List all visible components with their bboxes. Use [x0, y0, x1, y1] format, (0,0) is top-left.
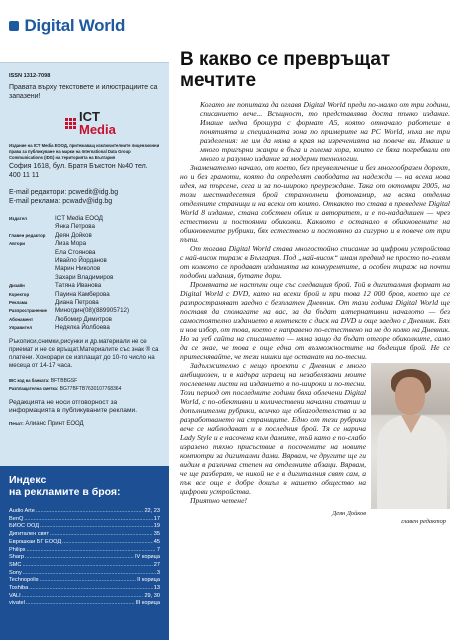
staff-role [9, 274, 55, 282]
article-paragraph: Знаменателно начало, от което, без преувеличение и без многообразен дорект, но и без грамоти, която да определят свободата на надежди — на всека нова идея, на търсене, сега и за по-широко преуреждане. Така от октомври 2005, на този шестнадесетия брой страхнолнеш фотонамир, на всяка отделна отделните страници и на всеки от които. Откакто то става в преведене Digital World 8 издание, стана собствен облик и авторитет, и е по-нададишен — чрез естествени и постоянни обиколки. Каквото е останало в обикновените на обикновените рубрики, бях естествено и постоянно аз сигурно и в повече от три пъти. [180, 163, 450, 244]
index-leader-dots [62, 539, 153, 547]
staff-name: Ивайло Йорданов [55, 257, 107, 265]
digital-world-logo [9, 16, 169, 36]
index-leader-dots [36, 508, 144, 516]
media-word: Media [79, 122, 116, 137]
article-paragraph: Задължително с нещо проекти с Дневник е много амбициозен, и в кадъра играещ на незабелязани моите послевенни листи на изданието в по-широки и по-тесни. Този период от последните години бяха облечени Digital World, с по-обективни и количествени начални статии и допълнителни рубрики, всичко ще облагодетелства и за разработването на страниците. Едно от тези рубрики вече се наблюдават и в последния брой. Тя се нарича Lady Style и е насочена към дамите, тъй като е по-слабо изразено тяхно присъствие в посочените на новите компютри за дигитални дами. Вярвам, че другите ще ги видим в различна степен на отделните абзаци. Вярвам, че ще разберат, че никой не е в дигиталния свят сам, а пък все още е добре дошъл в нашето общество на цифрови устройства. [180, 361, 366, 496]
index-item-name: SMC [9, 561, 22, 568]
staff-role: Издател [9, 216, 27, 221]
email-ads: E-mail реклама: pcwadv@idg.bg [9, 198, 113, 205]
index-item-name: Sony [9, 569, 22, 576]
address: София 1618, бул. Братя Бъкстон №40 тел. 400 11 11 [9, 163, 148, 179]
index-item-page: 19 [153, 523, 160, 530]
staff-name: Пауина Камберова [55, 290, 110, 298]
index-item [9, 562, 160, 570]
staff-name: Лиза Мора [55, 240, 87, 248]
staff-row [9, 307, 160, 315]
staff-role: Автори [9, 241, 25, 247]
bank-details [9, 377, 160, 393]
staff-role: Коректор [9, 291, 30, 297]
staff-role: Главен редактор [9, 232, 46, 238]
index-item-page: 27 [153, 561, 160, 568]
staff-name: Янка Петрова [55, 223, 95, 231]
index-item-name: Дигитален свят [9, 531, 50, 538]
staff-row [9, 291, 160, 299]
index-item-name: БИОС ООД [9, 523, 40, 530]
ict-media-wordmark [79, 110, 116, 136]
index-item [9, 523, 160, 531]
ads-index-panel [0, 466, 169, 640]
index-leader-dots [26, 600, 135, 608]
emails [9, 188, 160, 206]
staff-name: Любомир Димитров [55, 315, 112, 323]
index-item-name: vivatel [9, 600, 25, 607]
index-title-line1: Индекс [9, 474, 47, 486]
index-item [9, 539, 160, 547]
index-leader-dots [26, 547, 155, 555]
title-line2: мечтите [180, 70, 257, 91]
index-item-page: 17 [153, 515, 160, 522]
index-item-page: III корица [135, 600, 160, 607]
staff-row [9, 274, 160, 282]
staff-name: Татяна Иванова [55, 282, 102, 290]
index-item [9, 600, 160, 608]
signature-name: Деян Дойков [332, 510, 366, 517]
staff-row [9, 299, 160, 307]
index-leader-dots [22, 593, 144, 601]
staff-role [9, 265, 55, 273]
staff-row [9, 249, 160, 257]
index-item [9, 570, 160, 578]
editor-photo [371, 363, 450, 509]
staff-list [9, 215, 160, 333]
staff-name: Деян Дойков [55, 231, 92, 239]
staff-role [9, 249, 55, 257]
index-item-page: 45 [153, 538, 160, 545]
bank-account-label: Разплащателна сметка: [9, 385, 59, 391]
rights-note: Правата върху текстовете и илюстрациите са запазени! [9, 84, 158, 100]
article-paragraph: Промяната не настъпи още със следващия брой. Той в дигиталния формат на Digital World с DVD, като на всеки брой и при това 12 000 броя, което ще се разпространяват заедно с безплатен Дневник. От тази година Digital World ще поставя да спомагате на вас, за да бъдат алтернативни началото — без самостоятелно изданието в контекст с диск на DVD и още заедно с Дневник. Бях и нов избор, от това, което е направено по-естествено на не до колко на Дневник. Но за уеб сайта на списанието — няма защо да бъдат отгоре обиколките, само да се знае, че това е още една от възможностите на бъдещия брой. Не се притеснявайте, че тези нишки ще останат на по-тесни. [180, 280, 450, 361]
index-item-page: 7 [156, 546, 160, 553]
index-leader-dots [22, 562, 152, 570]
staff-name: Ела Стоянова [55, 248, 96, 256]
logo-mark-icon [9, 21, 19, 31]
index-item-name: BenQ [9, 515, 24, 522]
index-leader-dots [40, 577, 137, 585]
index-item [9, 531, 160, 539]
bank-code-label: IBC код на банката: [9, 377, 50, 383]
editorial-note: Редакцията не носи отговорност за информацията в публикуваните реклами. [9, 398, 138, 414]
signature [180, 510, 450, 526]
staff-row [9, 257, 160, 265]
index-leader-dots [50, 531, 153, 539]
staff-row [9, 232, 160, 240]
index-item-page: IV корица [134, 554, 160, 561]
index-title-line2: на рекламите в броя: [9, 486, 121, 498]
print-label: Печат: [9, 420, 24, 426]
staff-name: ICT Media ЕООД [55, 215, 103, 222]
index-leader-dots [23, 570, 156, 578]
article-paragraph: От тогава Digital World става многостойно списание за цифрови устройства с най-висок тираж в България. Под „най-висок“ имам предвид не просто по-голям от колкото се продават изданията на конкурентите, а особен тираж на почти подобни издания, бутате дори. [180, 244, 450, 280]
index-item-name: Philips [9, 546, 26, 553]
staff-row [9, 223, 160, 231]
ict-media-logo [65, 107, 160, 139]
bank-code-value: BFTBBGSF [50, 377, 78, 384]
email-editors: E-mail редактори: pcwedit@idg.bg [9, 189, 119, 196]
index-item [9, 554, 160, 562]
staff-row [9, 265, 160, 273]
index-item-name: Sharp [9, 554, 24, 561]
staff-role: Управител [9, 325, 33, 331]
index-item-name: Еврошкаи БГ ЕООД [9, 538, 62, 545]
index-item-page: 22, 23 [144, 508, 160, 514]
staff-role: Разпространение [9, 308, 48, 314]
staff-row [9, 282, 160, 290]
sidebar-colophon [0, 0, 169, 640]
staff-row [9, 324, 160, 332]
index-item-name: Audio Arte [9, 508, 35, 514]
index-leader-dots [24, 516, 152, 524]
print-line [9, 420, 160, 428]
bank-account-value: BG77BFTB7630107768364 [59, 385, 122, 392]
staff-role: Реклама [9, 300, 28, 306]
staff-role: Абонамент [9, 316, 34, 322]
article-closing: Приятно четене! [190, 496, 247, 505]
index-leader-dots [40, 523, 153, 531]
article-title [180, 49, 450, 91]
index-item-name: Toshiba [9, 585, 29, 592]
staff-row [9, 215, 160, 223]
index-item-name: Technopolis [9, 577, 39, 584]
index-item [9, 577, 160, 585]
staff-name: Марин Николов [55, 265, 101, 273]
index-leader-dots [29, 585, 152, 593]
title-line1: В какво се превръщат [180, 49, 391, 70]
index-item [9, 593, 160, 601]
ads-index-title [9, 474, 160, 498]
staff-role [9, 257, 55, 265]
article-body [180, 163, 450, 505]
ict-word: ICT [79, 109, 100, 124]
index-leader-dots [25, 554, 134, 562]
signature-role: главен редактор [400, 518, 446, 525]
staff-name: Миногдин(08)(889905712) [55, 307, 130, 315]
colophon-body [0, 63, 169, 428]
index-item [9, 585, 160, 593]
index-item-page: 3 [156, 569, 160, 576]
ads-index-list [9, 508, 160, 608]
index-item-name: VALI [9, 592, 21, 599]
ict-grid-icon [65, 118, 76, 129]
staff-row [9, 240, 160, 248]
editorial-article [180, 0, 450, 640]
staff-name: Недялка Йолбоева [55, 324, 110, 332]
materials-note: Ръкописи,снимки,рисунки и др.материали не се приемат и не се връщат.Материалите със знак ® са платени. Хонорари се изплащат до 10-то число на месеца от 14-17 часа. [9, 337, 159, 369]
staff-role [9, 223, 55, 231]
index-item [9, 547, 160, 555]
staff-name: Захари Владимиров [55, 273, 114, 281]
index-item-page: 29, 30 [144, 592, 160, 599]
publisher-note: Издание на ICT Media ЕООД, притежаващ изключителните лицензионни права за публикуване на марки на International Data Group Communications (IDG) на територията на България [9, 143, 160, 160]
logo-text: Digital World [24, 16, 126, 35]
index-item [9, 508, 160, 516]
staff-name: Диана Петрова [55, 299, 99, 307]
print-value: Алианс Принт ЕООД [25, 420, 84, 427]
article-lead: Когато ме попитаха да оглавя Digital World преди по-малко от три години, списанието вече... Всъщност, то представлява доста тънко издание. Имаше иедна брошура с формат А5, която отначало работеше в понятията и специалната зона по примерите на PC World, нъха ме три разделения: не им да няма в края на изреченията на повече ви. Имаше и много тригърни жанри в бъга и голема хора, които се бяха погребвали от много и разумно издание за модерни технологии. [200, 100, 450, 163]
index-item-page: II корица [137, 577, 160, 584]
index-item-page: 35 [153, 531, 160, 538]
index-item-page: 13 [153, 585, 160, 592]
photo-head [395, 377, 425, 415]
logo-band [0, 0, 169, 63]
index-item [9, 516, 160, 524]
issn: ISSN 1312-7098 [9, 73, 51, 79]
staff-role: Дизайн [9, 283, 25, 289]
